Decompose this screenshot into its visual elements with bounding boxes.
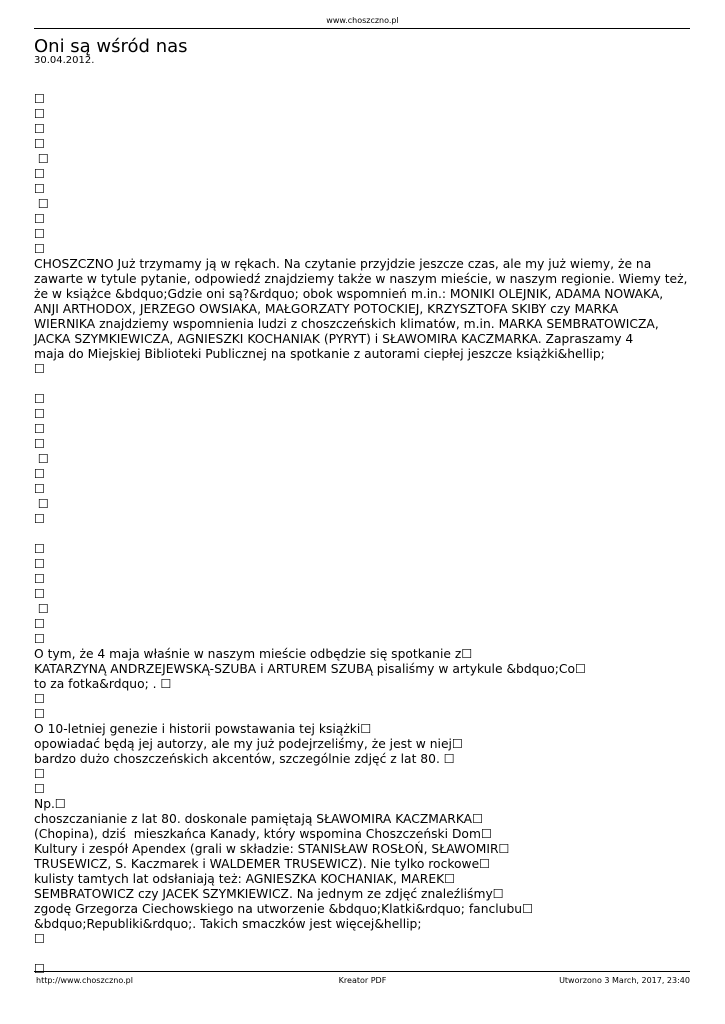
text-line: ☐ xyxy=(34,542,46,556)
text-line: ☐ xyxy=(34,182,46,196)
text-line: O tym, że 4 maja właśnie w naszym mieście odbędzie się spotkanie z☐ xyxy=(34,647,473,661)
text-line: ☐ xyxy=(34,782,46,796)
text-line: ☐ xyxy=(34,437,46,451)
text-line: ☐ xyxy=(34,92,46,106)
article-body xyxy=(34,92,694,977)
text-line: ☐ xyxy=(34,572,46,586)
header-url: www.choszczno.pl xyxy=(326,16,399,25)
footer-url: http://www.choszczno.pl xyxy=(36,976,133,985)
text-line: ☐ xyxy=(34,632,46,646)
text-line: WIERNIKA znajdziemy wspomnienia ludzi z choszczeńskich klimatów, m.in. MARKA SEMBRATOWICZA, xyxy=(34,317,659,331)
text-line: ☐ xyxy=(34,962,46,976)
text-line: ☐ xyxy=(34,767,46,781)
text-line: ☐ xyxy=(34,227,46,241)
text-line: maja do Miejskiej Biblioteki Publicznej na spotkanie z autorami ciepłej jeszcze książki&hellip; xyxy=(34,347,605,361)
text-line: ☐ xyxy=(34,212,46,226)
text-line: ☐ xyxy=(34,422,46,436)
text-line: ☐ xyxy=(34,152,49,166)
text-line: ☐ xyxy=(34,602,49,616)
text-line: &bdquo;Republiki&rdquo;. Takich smaczków jest więcej&hellip; xyxy=(34,917,422,931)
text-line: CHOSZCZNO Już trzymamy ją w rękach. Na czytanie przyjdzie jeszcze czas, ale my już wiemy, że na xyxy=(34,257,652,271)
article-title: Oni są wśród nas xyxy=(34,36,188,57)
blank-line xyxy=(34,527,694,542)
text-line: że w książce &bdquo;Gdzie oni są?&rdquo; obok wspomnień m.in.: MONIKI OLEJNIK, ADAMA NOWAKA, xyxy=(34,287,664,301)
text-line: Kultury i zespół Apendex (grali w składzie: STANISŁAW ROSŁOŃ, SŁAWOMIR☐ xyxy=(34,842,510,856)
text-line: TRUSEWICZ, S. Kaczmarek i WALDEMER TRUSEWICZ). Nie tylko rockowe☐ xyxy=(34,857,491,871)
text-line: Np.☐ xyxy=(34,797,66,811)
text-line: ANJI ARTHODOX, JERZEGO OWSIAKA, MAŁGORZATY POTOCKIEJ, KRZYSZTOFA SKIBY czy MARKA xyxy=(34,302,619,316)
footer-created: Utworzono 3 March, 2017, 23:40 xyxy=(559,976,690,985)
text-line: ☐ xyxy=(34,512,46,526)
header-divider xyxy=(34,28,690,29)
text-line: ☐ xyxy=(34,407,46,421)
text-line: opowiadać będą jej autorzy, ale my już podejrzeliśmy, że jest w niej☐ xyxy=(34,737,463,751)
text-line: zawarte w tytule pytanie, odpowiedź znajdziemy także w naszym mieście, w naszym regionie. Wiemy też, xyxy=(34,272,688,286)
text-line: ☐ xyxy=(34,242,46,256)
text-line: ☐ xyxy=(34,557,46,571)
text-line: ☐ xyxy=(34,107,46,121)
text-line: ☐ xyxy=(34,197,49,211)
footer-generator: Kreator PDF xyxy=(338,976,387,985)
text-line: ☐ xyxy=(34,587,46,601)
text-line: choszczanianie z lat 80. doskonale pamiętają SŁAWOMIRA KACZMARKA☐ xyxy=(34,812,484,826)
text-line: kulisty tamtych lat odsłaniają też: AGNIESZKA KOCHANIAK, MAREK☐ xyxy=(34,872,456,886)
text-line: ☐ xyxy=(34,482,46,496)
text-line: ☐ xyxy=(34,392,46,406)
article-date: 30.04.2012. xyxy=(34,55,95,66)
text-line: ☐ xyxy=(34,122,46,136)
text-line: ☐ xyxy=(34,497,49,511)
text-line: ☐ xyxy=(34,617,46,631)
text-line: ☐ xyxy=(34,467,46,481)
text-line: bardzo dużo choszczeńskich akcentów, szczególnie zdjęć z lat 80. ☐ xyxy=(34,752,455,766)
text-line: ☐ xyxy=(34,692,46,706)
text-line: to za fotka&rdquo; . ☐ xyxy=(34,677,172,691)
text-line: ☐ xyxy=(34,167,46,181)
text-line: ☐ xyxy=(34,452,49,466)
text-line: zgodę Grzegorza Ciechowskiego na utworzenie &bdquo;Klatki&rdquo; fanclubu☐ xyxy=(34,902,534,916)
blank-line xyxy=(34,947,694,962)
text-line: JACKA SZYMKIEWICZA, AGNIESZKI KOCHANIAK (PYRYT) i SŁAWOMIRA KACZMARKA. Zapraszamy 4 xyxy=(34,332,634,346)
text-line: ☐ xyxy=(34,932,46,946)
text-line: O 10-letniej genezie i historii powstawania tej książki☐ xyxy=(34,722,372,736)
text-line: ☐ xyxy=(34,707,46,721)
blank-line xyxy=(34,377,694,392)
footer-divider xyxy=(34,971,690,972)
text-line: ☐ xyxy=(34,362,46,376)
text-line: SEMBRATOWICZ czy JACEK SZYMKIEWICZ. Na jednym ze zdjęć znaleźliśmy☐ xyxy=(34,887,504,901)
text-line: (Chopina), dziś mieszkańca Kanady, który wspomina Choszczeński Dom☐ xyxy=(34,827,492,841)
text-line: ☐ xyxy=(34,137,46,151)
text-line: KATARZYNĄ ANDRZEJEWSKĄ-SZUBA i ARTUREM SZUBĄ pisaliśmy w artykule &bdquo;Co☐ xyxy=(34,662,587,676)
